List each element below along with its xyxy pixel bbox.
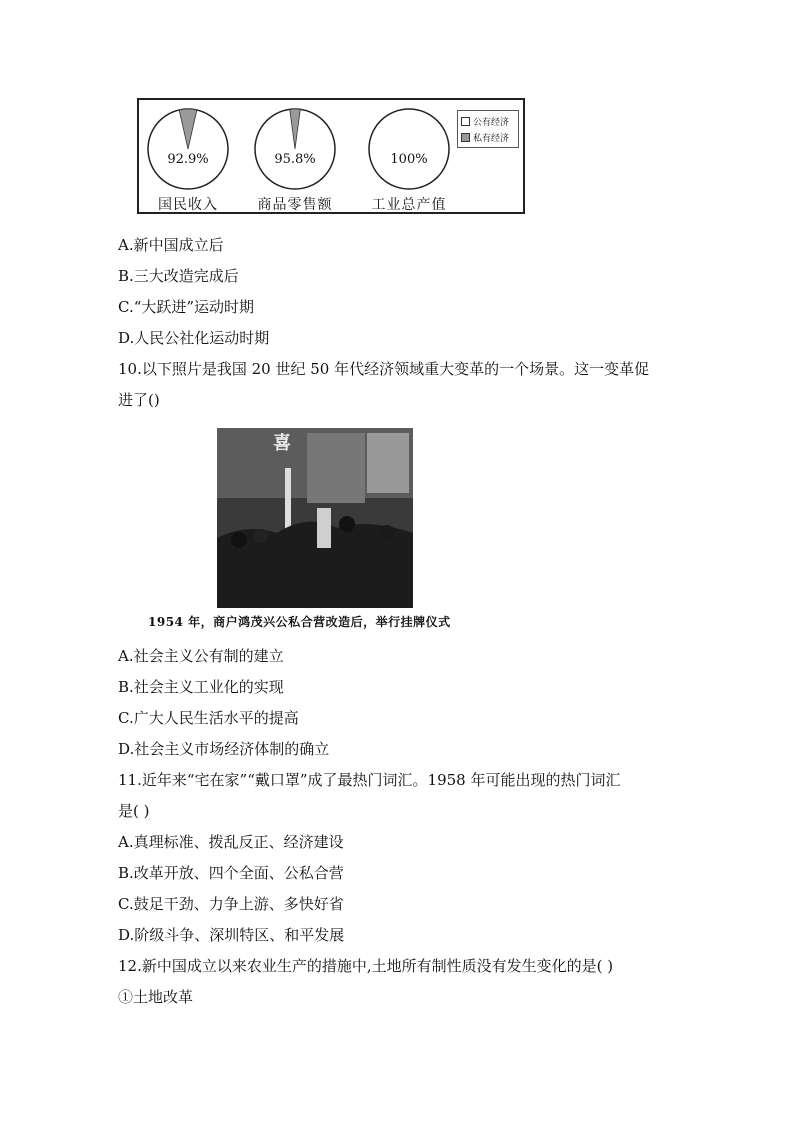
q12-item-1: ①土地改革 (118, 988, 194, 1006)
legend-item-public (461, 113, 515, 129)
q9-option-d: D.人民公社化运动时期 (118, 329, 270, 347)
q10-stem-line1: 10.以下照片是我国 20 世纪 50 年代经济领域重大变革的一个场景。这一变革促 (118, 360, 650, 378)
q12-stem-line1: 12.新中国成立以来农业生产的措施中,土地所有制性质没有发生变化的是( ) (118, 957, 614, 975)
q11-option-b: B.改革开放、四个全面、公私合营 (118, 864, 344, 882)
pie-chart-figure (137, 98, 525, 214)
pie-percent-label: 92.9% (167, 152, 209, 167)
pie-public-slice-2 (369, 109, 449, 189)
q10-option-a: A.社会主义公有制的建立 (118, 647, 284, 665)
legend-label: 公有经济 (473, 117, 510, 128)
legend-item-private (461, 129, 515, 145)
photo-illustration (217, 428, 413, 608)
pie-industrial-output (366, 106, 452, 192)
pie-category-label: 工业总产值 (371, 197, 447, 213)
pie-category-label: 国民收入 (158, 197, 218, 213)
pie-category-label: 商品零售额 (257, 197, 333, 213)
q9-option-a: A.新中国成立后 (118, 236, 224, 254)
photo-sign-character: 喜 (273, 433, 291, 454)
legend-swatch-public (461, 117, 470, 126)
historical-photo (217, 428, 413, 608)
q11-option-c: C.鼓足干劲、力争上游、多快好省 (118, 895, 344, 913)
q10-option-b: B.社会主义工业化的实现 (118, 678, 284, 696)
pie-svg-2 (366, 106, 452, 192)
q9-option-c: C.“大跃进”运动时期 (118, 298, 255, 316)
pie-retail-sales (252, 106, 338, 192)
pie-percent-label: 100% (390, 152, 428, 167)
q10-stem-line2: 进了() (118, 391, 160, 409)
pie-percent-label: 95.8% (274, 152, 316, 167)
q11-option-a: A.真理标准、拨乱反正、经济建设 (118, 833, 344, 851)
legend-swatch-private (461, 133, 470, 142)
q11-option-d: D.阶级斗争、深圳特区、和平发展 (118, 926, 345, 944)
q10-option-c: C.广大人民生活水平的提高 (118, 709, 299, 727)
photo-caption: 1954 年，商户鸿茂兴公私合营改造后，举行挂牌仪式 (148, 615, 451, 629)
pie-national-income (145, 106, 231, 192)
q11-stem-line1: 11.近年来“宅在家”“戴口罩”成了最热门词汇。1958 年可能出现的热门词汇 (118, 771, 621, 789)
pie-legend (457, 110, 519, 148)
legend-label: 私有经济 (473, 133, 510, 144)
q11-stem-line2: 是( ) (118, 802, 150, 820)
q9-option-b: B.三大改造完成后 (118, 267, 239, 285)
pie-svg-1 (252, 106, 338, 192)
pie-svg-0 (145, 106, 231, 192)
q10-option-d: D.社会主义市场经济体制的确立 (118, 740, 330, 758)
